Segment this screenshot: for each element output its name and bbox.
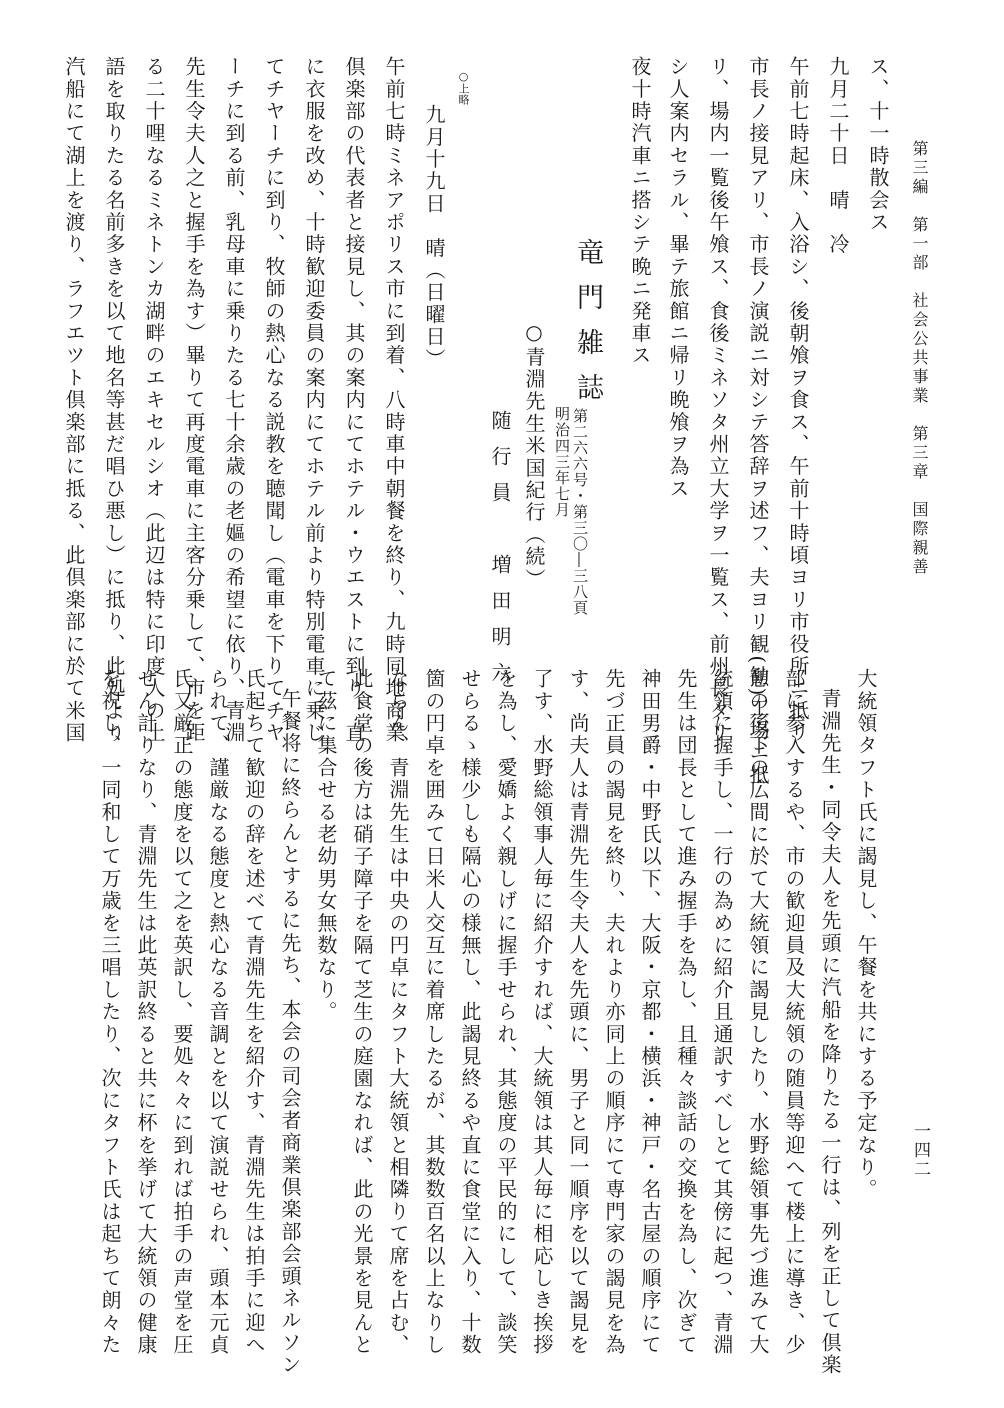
publication-issue: 第二六六号・第三〇―三八頁 bbox=[571, 408, 589, 616]
text-line: 神田男爵・中野氏以下、大阪・京都・横浜・神戸・名古屋の順序にて bbox=[638, 668, 662, 1357]
text-line: 部に参入するや、市の歓迎員及大統領の随員等迎へて楼上に導き、少 bbox=[782, 668, 806, 1357]
text-line: て茲に集合せる老幼男女無数なり。 bbox=[314, 668, 338, 1024]
page-number: 一四二 bbox=[910, 1122, 930, 1179]
text-line: 市長ノ接見アリ、市長ノ演説ニ対シテ答辞ヲ述フ、夫ヨリ観(勧)工場ニ抵 bbox=[746, 56, 770, 787]
text-line: てチヤーチに到り、牧師の熱心なる説教を聴聞し（電車を下りてチヤ bbox=[262, 56, 286, 745]
text-line: ス、十一時散会ス bbox=[866, 56, 890, 234]
text-line: 此食堂の後方は硝子障子を隔て芝生の庭園なれば、此の光景を見んと bbox=[350, 668, 374, 1357]
text-line: 先づ正員の謁見を終り、夫れより亦同上の順序にて専門家の謁見を為 bbox=[602, 668, 626, 1357]
text-line: られて、謹厳なる態度と熱心なる音調とを以て演説せられ、頭本元貞 bbox=[206, 668, 230, 1357]
text-line: 汽船にて湖上を渡り、ラフエツト倶楽部に抵る、此倶楽部に於て米国 bbox=[62, 56, 86, 745]
text-line: 了す、水野総領事人毎に紹介すれば、大統領は其人毎に相応しき挨拶 bbox=[530, 668, 554, 1357]
text-line: を為し、愛嬌よく親しげに握手せられ、其態度の平民的にして、談笑 bbox=[494, 668, 518, 1357]
text-line: せらるゝ様少しも隔心の様無し、此謁見終るや直に食堂に入り、十数 bbox=[458, 668, 482, 1357]
text-line: 先生は団長として進み握手を為し、且種々談話の交換を為し、次ぎて bbox=[674, 668, 698, 1357]
text-line: る二十哩なるミネトンカ湖畔のエキセルシオ（此辺は特に印度人の土 bbox=[142, 56, 166, 745]
text-line: 午餐将に終らんとするに先ち、本会の司会者商業倶楽部会頭ネルソン bbox=[278, 688, 302, 1377]
text-line: に衣服を改め、十時歓迎委員の案内にてホテル前より特別電車に乗じ bbox=[302, 56, 326, 745]
byline: 随行員 増田明六 bbox=[488, 410, 512, 698]
text-line: 氏起ちて歓迎の辞を述べて青淵先生を紹介す、青淵先生は拍手に迎へ bbox=[242, 668, 266, 1357]
omission-mark: ○上略 bbox=[457, 70, 470, 105]
text-line: を祝し、一同和して万歳を三唱したり、次にタフト氏は起ちて朗々た bbox=[98, 668, 122, 1357]
running-head: 第三編 第一部 社会公共事業 第三章 国際親善 bbox=[910, 140, 929, 577]
text-line: 九月二十日 晴 冷 bbox=[826, 56, 850, 256]
text-line: す、尚夫人は青淵先生令夫人を先頭に、男子と同一順序を以て謁見を bbox=[566, 668, 590, 1357]
text-line: 語を取りたる名前多きを以て地名等甚だ唱ひ悪し）に抵り、此処より bbox=[102, 56, 126, 745]
text-line: 午前七時起床、入浴シ、後朝飧ヲ食ス、午前十時頃ヨリ市役所ニ抵リ bbox=[786, 56, 810, 745]
magazine-title: 竜門雑誌 bbox=[572, 238, 603, 418]
publication-date: 明治四三年七月 bbox=[553, 406, 571, 518]
text-line: 大統領タフト氏に謁見し、午餐を共にする予定なり。 bbox=[854, 668, 878, 1201]
text-line: ならん、青淵先生は中央の円卓にタフト大統領と相隣りて席を占む、 bbox=[386, 668, 410, 1357]
text-line: せん計りなり、青淵先生は此英訳終ると共に杯を挙げて大統領の健康 bbox=[134, 668, 158, 1357]
text-line: 倶楽部の代表者と接見し、其の案内にてホテル・ウエストに到り、直 bbox=[342, 56, 366, 745]
text-line: リ、場内一覧後午飧ス、食後ミネソタ州立大学ヲ一覧ス、前州長タリ bbox=[706, 56, 730, 745]
text-line: 氏又厳正の態度を以て之を英訳し、要処々々に到れば拍手の声堂を圧 bbox=[170, 668, 194, 1357]
text-line: シ人案内セラル、畢テ旅館ニ帰リ晩飧ヲ為ス bbox=[666, 56, 690, 500]
article-title: ○青淵先生米国紀行（続） bbox=[522, 320, 546, 591]
text-line: 午前七時ミネアポリス市に到着、八時車中朝餐を終り、九時同地商業 bbox=[382, 56, 406, 745]
text-line: 統領に握手し、一行の為めに紹介且通訳すべしとて其傍に起つ、青淵 bbox=[710, 668, 734, 1357]
text-line: 先生令夫人之と握手を為す）畢りて再度電車に主客分乗して、市を距 bbox=[182, 56, 206, 745]
text-line: 九月十九日 晴（日曜日） bbox=[422, 104, 446, 371]
text-line: 夜十時汽車ニ搭シテ晩ニ発車ス bbox=[628, 56, 652, 367]
text-line: 箇の円卓を囲みて日米人交互に着席したるが、其数数百名以上なりし bbox=[422, 668, 446, 1357]
text-line: ーチに到る前、乳母車に乗りたる七十余歳の老嫗の希望に依り、青淵 bbox=[222, 56, 246, 745]
text-line: 青淵先生・同令夫人を先頭に汽船を降りたる一行は、列を正して倶楽 bbox=[818, 688, 842, 1377]
text-line: 憩の後下の広間に於て大統領に謁見したり、水野総領事先づ進みて大 bbox=[746, 668, 770, 1357]
